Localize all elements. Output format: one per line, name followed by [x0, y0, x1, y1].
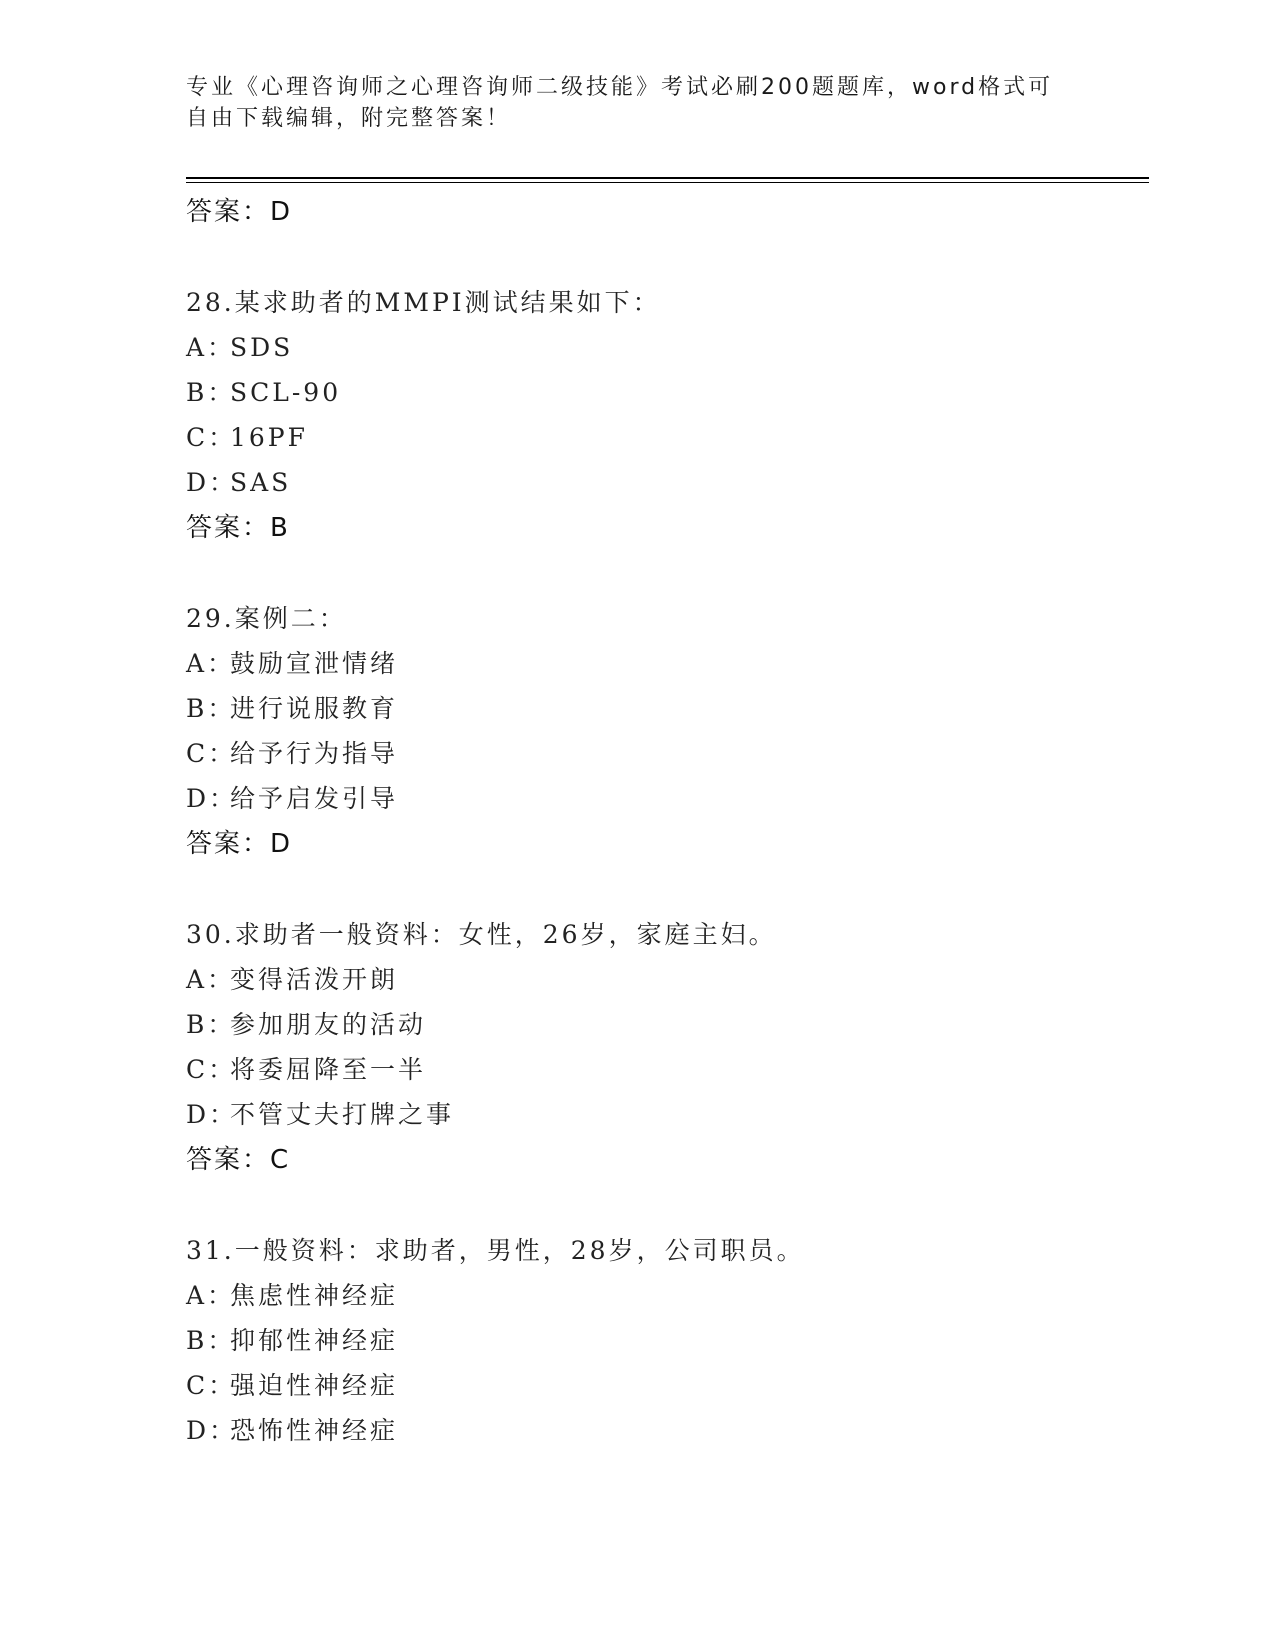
question-block-28: [186, 280, 1146, 551]
spacer: [186, 867, 1146, 912]
option-label: B：: [186, 1010, 236, 1039]
option-text: 进行说服教育: [230, 694, 399, 723]
option-label: A：: [186, 333, 236, 362]
option-d: [186, 776, 1146, 821]
option-label: B：: [186, 378, 236, 407]
header-divider-thick: [186, 177, 1149, 179]
answer-line: 答案：B: [186, 513, 290, 543]
option-label: D：: [186, 1416, 238, 1445]
question-text: 28.某求助者的MMPI测试结果如下：: [186, 288, 661, 317]
option-c: [186, 415, 1146, 460]
answer-line: 答案：D: [186, 829, 293, 859]
option-label: D：: [186, 784, 238, 813]
option-label: A：: [186, 649, 236, 678]
option-b: [186, 1318, 1146, 1363]
option-text: 鼓励宣泄情绪: [230, 649, 399, 678]
option-label: C：: [186, 1371, 237, 1400]
option-c: [186, 1047, 1146, 1092]
option-label: D：: [186, 1100, 238, 1129]
header-divider-thin: [186, 182, 1149, 183]
question-text: 30.求助者一般资料：女性，26岁，家庭主妇。: [186, 920, 777, 949]
option-label: C：: [186, 1055, 237, 1084]
option-text: 给予启发引导: [230, 784, 399, 813]
option-c: [186, 1363, 1146, 1408]
option-a: [186, 641, 1146, 686]
option-text: 参加朋友的活动: [230, 1010, 427, 1039]
question-block-31: [186, 1228, 1146, 1453]
option-label: A：: [186, 965, 236, 994]
option-a: [186, 957, 1146, 1002]
answer-line: 答案：D: [186, 197, 293, 227]
option-text: 焦虑性神经症: [230, 1281, 399, 1310]
option-text: 将委屈降至一半: [230, 1055, 427, 1084]
option-label: C：: [186, 423, 237, 452]
spacer: [186, 551, 1146, 596]
option-label: A：: [186, 1281, 236, 1310]
option-b: [186, 1002, 1146, 1047]
option-label: B：: [186, 694, 236, 723]
option-a: [186, 325, 1146, 370]
option-label: B：: [186, 1326, 236, 1355]
option-d: [186, 1408, 1146, 1453]
option-text: SDS: [230, 333, 294, 362]
option-label: D：: [186, 468, 238, 497]
spacer: [186, 1183, 1146, 1228]
option-text: 强迫性神经症: [230, 1371, 399, 1400]
option-b: [186, 370, 1146, 415]
option-b: [186, 686, 1146, 731]
question-list: [186, 189, 1146, 1453]
option-text: 恐怖性神经症: [230, 1416, 399, 1445]
question-block-30: [186, 912, 1146, 1183]
spacer: [186, 235, 1146, 280]
option-text: 给予行为指导: [230, 739, 399, 768]
option-text: 16PF: [230, 423, 308, 452]
option-text: SAS: [230, 468, 292, 497]
option-c: [186, 731, 1146, 776]
document-header: 专业《心理咨询师之心理咨询师二级技能》考试必刷200题题库，word格式可自由下载编辑，附完整答案！: [186, 75, 1054, 131]
option-text: SCL-90: [230, 378, 342, 407]
question-text: 31.一般资料：求助者，男性，28岁，公司职员。: [186, 1236, 805, 1265]
question-block-29: [186, 596, 1146, 867]
answer-line: 答案：C: [186, 1145, 291, 1175]
option-text: 不管丈夫打牌之事: [230, 1100, 455, 1129]
option-d: [186, 1092, 1146, 1137]
option-text: 抑郁性神经症: [230, 1326, 399, 1355]
option-label: C：: [186, 739, 237, 768]
question-text: 29.案例二：: [186, 604, 347, 633]
option-text: 变得活泼开朗: [230, 965, 399, 994]
option-a: [186, 1273, 1146, 1318]
option-d: [186, 460, 1146, 505]
